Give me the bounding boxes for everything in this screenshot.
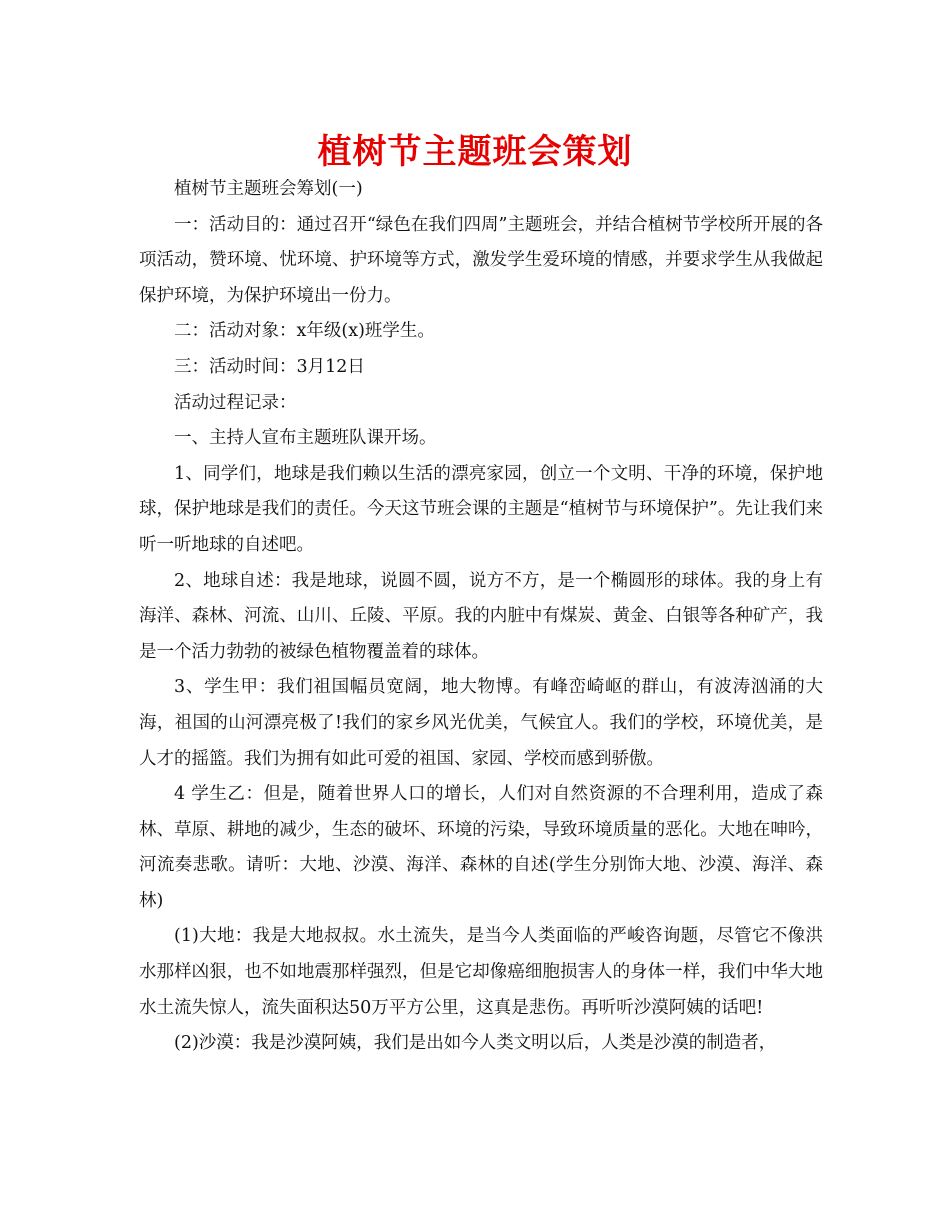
paragraph: 1、同学们，地球是我们赖以生活的漂亮家园，创立一个文明、干净的环境，保护地球，保护地球是我们的责任。今天这节班会课的主题是“植树节与环境保护”。先让我们来听一听地球的自述吧。 — [139, 463, 823, 555]
document-body — [139, 172, 823, 1062]
paragraph: 一：活动目的：通过召开“绿色在我们四周”主题班会，并结合植树节学校所开展的各项活动，赞环境、忧环境、护环境等方式，激发学生爱环境的情感，并要求学生从我做起保护环境，为保护环境出一份力。 — [139, 214, 823, 306]
paragraph: 活动过程记录： — [174, 392, 297, 413]
paragraph: 一、主持人宣布主题班队课开场。 — [174, 428, 437, 449]
paragraph: 植树节主题班会筹划(一) — [174, 179, 363, 199]
paragraph: (2)沙漠：我是沙漠阿姨，我们是出如今人类文明以后，人类是沙漠的制造者， — [174, 1033, 777, 1054]
paragraph: 三：活动时间：3月12日 — [174, 356, 365, 377]
paragraph: 3、学生甲：我们祖国幅员宽阔，地大物博。有峰峦崎岖的群山，有波涛汹涌的大海，祖国的山河漂亮极了!我们的家乡风光优美，气候宜人。我们的学校，环境优美，是人才的摇篮。我们为拥有如此可爱的祖国、家园、学校而感到骄傲。 — [139, 677, 823, 769]
document-title: 植树节主题班会策划 — [317, 132, 633, 172]
paragraph: (1)大地：我是大地叔叔。水土流失，是当今人类面临的严峻咨询题，尽管它不像洪水那样凶狠，也不如地震那样强烈，但是它却像癌细胞损害人的身体一样，我们中华大地水土流失惊人，流失面积达50万平方公里，这真是悲伤。再听听沙漠阿姨的话吧! — [139, 926, 823, 1018]
paragraph: 2、地球自述：我是地球，说圆不圆，说方不方，是一个椭圆形的球体。我的身上有海洋、森林、河流、山川、丘陵、平原。我的内脏中有煤炭、黄金、白银等各种矿产，我是一个活力勃勃的被绿色植物覆盖着的球体。 — [139, 570, 823, 662]
paragraph: 4 学生乙：但是，随着世界人口的增长，人们对自然资源的不合理利用，造成了森林、草原、耕地的减少，生态的破坏、环境的污染，导致环境质量的恶化。大地在呻吟，河流奏悲歌。请听：大地、沙漠、海洋、森林的自述(学生分别饰大地、沙漠、海洋、森林) — [139, 784, 823, 911]
paragraph: 二：活动对象：x年级(x)班学生。 — [174, 321, 435, 342]
